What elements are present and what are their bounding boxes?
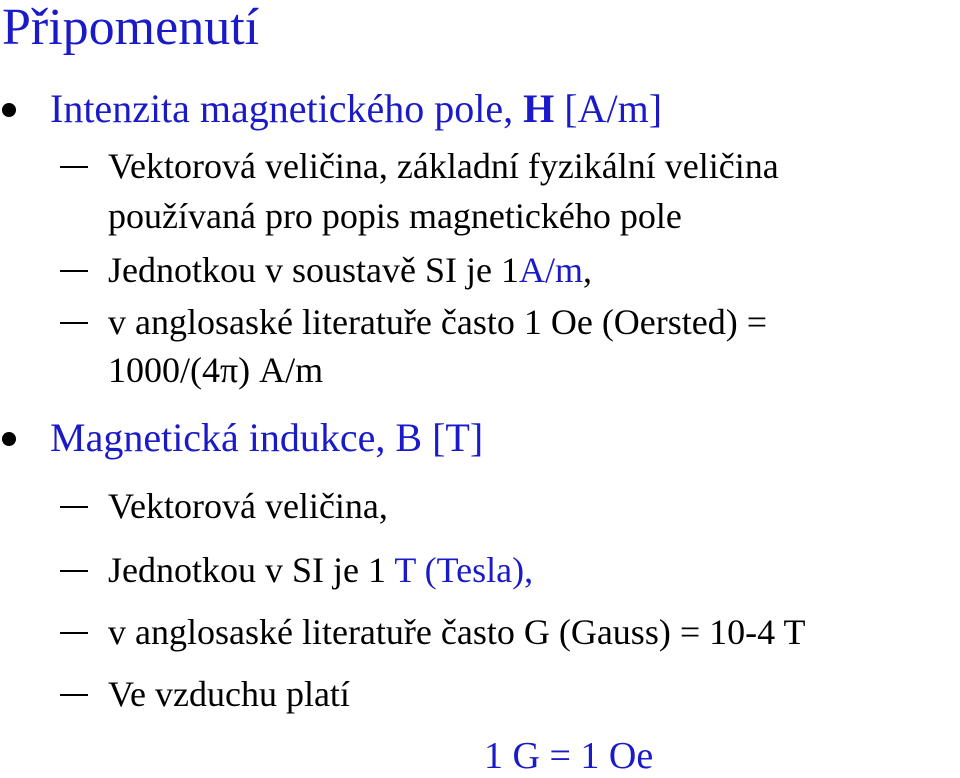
item-punct: , bbox=[582, 250, 592, 290]
dash-icon bbox=[60, 632, 88, 634]
list-item bbox=[0, 484, 960, 528]
bullet-dot-icon bbox=[2, 432, 16, 446]
dash-icon bbox=[60, 570, 88, 572]
bullet-magnetic-field-intensity bbox=[0, 85, 960, 133]
list-item-continuation: 1000/(4π) A/m bbox=[108, 350, 324, 390]
list-item bbox=[0, 144, 960, 188]
item-text: Jednotkou v soustavě SI je 1 bbox=[108, 250, 519, 290]
item-text: Jednotkou v SI je 1 bbox=[108, 550, 395, 590]
list-item bbox=[0, 548, 960, 592]
page-title: Připomenutí bbox=[2, 0, 260, 56]
list-item bbox=[0, 300, 960, 344]
list-item-continuation: používaná pro popis magnetického pole bbox=[108, 196, 682, 236]
dash-icon bbox=[60, 322, 88, 324]
bullet-magnetic-induction bbox=[0, 414, 960, 462]
dash-icon bbox=[60, 694, 88, 696]
unit-text: A/m bbox=[518, 250, 583, 290]
list-item-text: Vektorová veličina, bbox=[108, 486, 388, 526]
dash-icon bbox=[60, 506, 88, 508]
heading-symbol: H bbox=[523, 86, 555, 131]
list-item-text: Ve vzduchu platí bbox=[108, 674, 350, 714]
bullet-heading bbox=[50, 85, 662, 133]
bullet-heading: Magnetická indukce, B [T] bbox=[50, 415, 484, 460]
unit-text: T (Tesla), bbox=[394, 550, 534, 590]
list-item-text bbox=[108, 248, 592, 292]
list-item bbox=[0, 610, 960, 654]
heading-text: Intenzita magnetického pole, bbox=[50, 86, 524, 131]
heading-unit: [A/m] bbox=[554, 86, 663, 131]
dash-icon bbox=[60, 166, 88, 168]
dash-icon bbox=[60, 270, 88, 272]
bullet-dot-icon bbox=[2, 103, 16, 117]
list-item bbox=[0, 672, 960, 716]
list-item bbox=[0, 248, 960, 292]
list-item-text: v anglosaské literatuře často G (Gauss) = 10-4 T bbox=[108, 612, 806, 652]
list-item-text: Vektorová veličina, základní fyzikální veličina bbox=[108, 146, 779, 186]
formula: 1 G = 1 Oe bbox=[484, 735, 654, 777]
list-item-text: v anglosaské literatuře často 1 Oe (Oersted) = bbox=[108, 302, 768, 342]
list-item-text bbox=[108, 548, 533, 592]
